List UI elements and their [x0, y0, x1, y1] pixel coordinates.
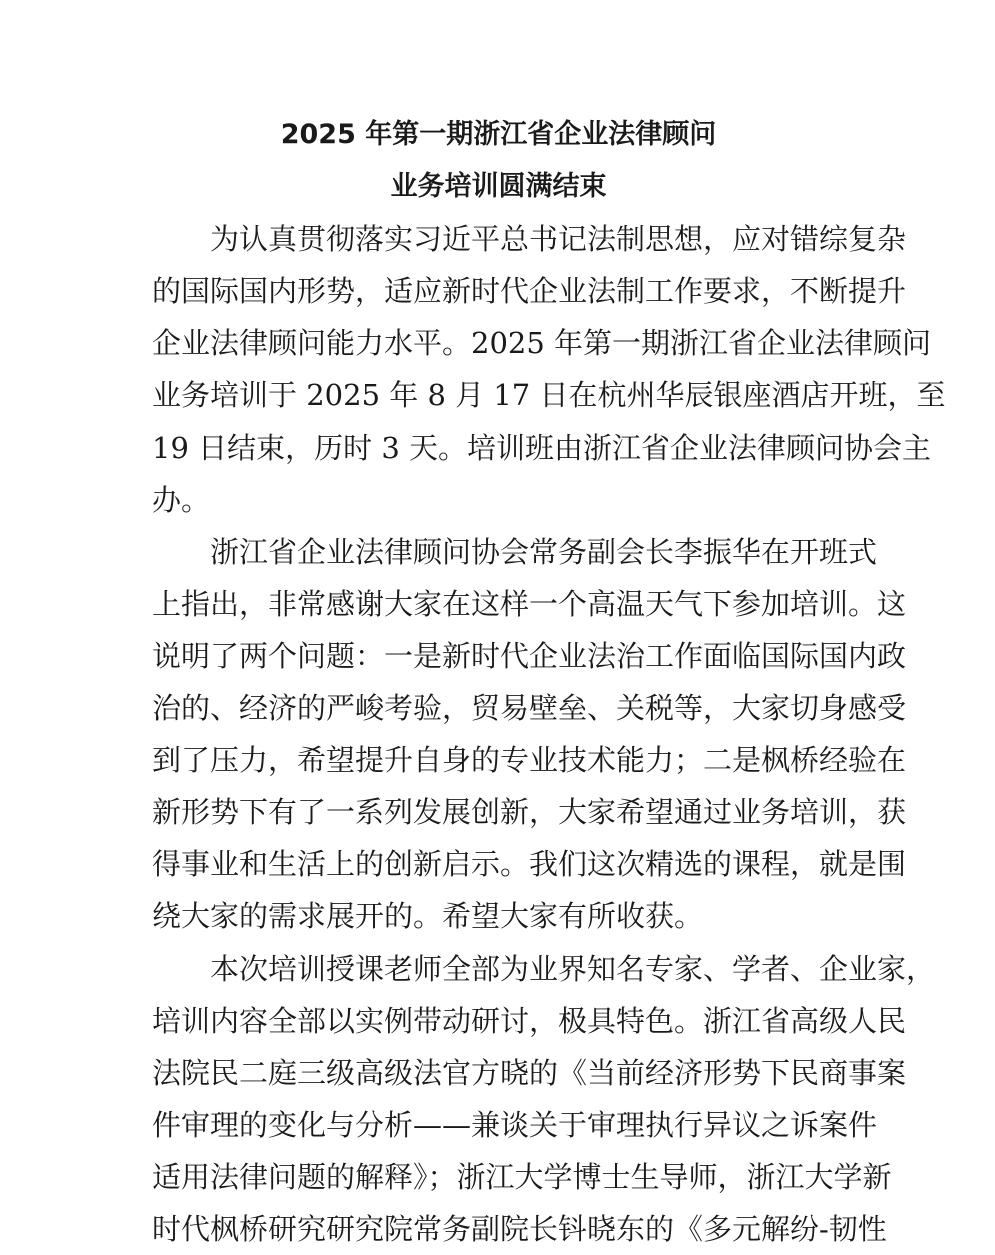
- paragraph-line: 件审理的变化与分析——兼谈关于审理执行异议之诉案件: [152, 1099, 845, 1151]
- paragraph-line: 19 日结束，历时 3 天。培训班由浙江省企业法律顾问协会主: [152, 422, 845, 474]
- paragraph-line: 浙江省企业法律顾问协会常务副会长李振华在开班式: [152, 526, 845, 578]
- paragraph-line: 得事业和生活上的创新启示。我们这次精选的课程，就是围: [152, 838, 845, 890]
- paragraph-line: 说明了两个问题：一是新时代企业法治工作面临国际国内政: [152, 630, 845, 682]
- paragraph-line: 新形势下有了一系列发展创新，大家希望通过业务培训，获: [152, 786, 845, 838]
- paragraph-line: 本次培训授课老师全部为业界知名专家、学者、企业家，: [152, 943, 845, 995]
- document-body: [152, 213, 845, 1255]
- paragraph-line: 时代枫桥研究研究院常务副院长钭晓东的《多元解纷-韧性: [152, 1203, 845, 1255]
- paragraph: [152, 943, 845, 1255]
- paragraph-line: 企业法律顾问能力水平。2025 年第一期浙江省企业法律顾问: [152, 317, 845, 369]
- paragraph-line: 绕大家的需求展开的。希望大家有所收获。: [152, 890, 845, 942]
- paragraph-line: 法院民二庭三级高级法官方晓的《当前经济形势下民商事案: [152, 1047, 845, 1099]
- paragraph: [152, 526, 845, 943]
- paragraph-line: 到了压力，希望提升自身的专业技术能力；二是枫桥经验在: [152, 734, 845, 786]
- paragraph-line: 上指出，非常感谢大家在这样一个高温天气下参加培训。这: [152, 578, 845, 630]
- paragraph-line: 培训内容全部以实例带动研讨，极具特色。浙江省高级人民: [152, 995, 845, 1047]
- paragraph-line: 办。: [152, 474, 845, 526]
- paragraph: [152, 213, 845, 526]
- paragraph-line: 适用法律问题的解释》；浙江大学博士生导师，浙江大学新: [152, 1151, 845, 1203]
- paragraph-line: 业务培训于 2025 年 8 月 17 日在杭州华辰银座酒店开班，至: [152, 369, 845, 421]
- document-title-line-2: 业务培训圆满结束: [152, 161, 845, 213]
- paragraph-line: 治的、经济的严峻考验，贸易壁垒、关税等，大家切身感受: [152, 682, 845, 734]
- document-page: [152, 109, 845, 1255]
- paragraph-line: 为认真贯彻落实习近平总书记法制思想，应对错综复杂: [152, 213, 845, 265]
- document-title-line-1: 2025 年第一期浙江省企业法律顾问: [152, 109, 845, 161]
- paragraph-line: 的国际国内形势，适应新时代企业法制工作要求，不断提升: [152, 265, 845, 317]
